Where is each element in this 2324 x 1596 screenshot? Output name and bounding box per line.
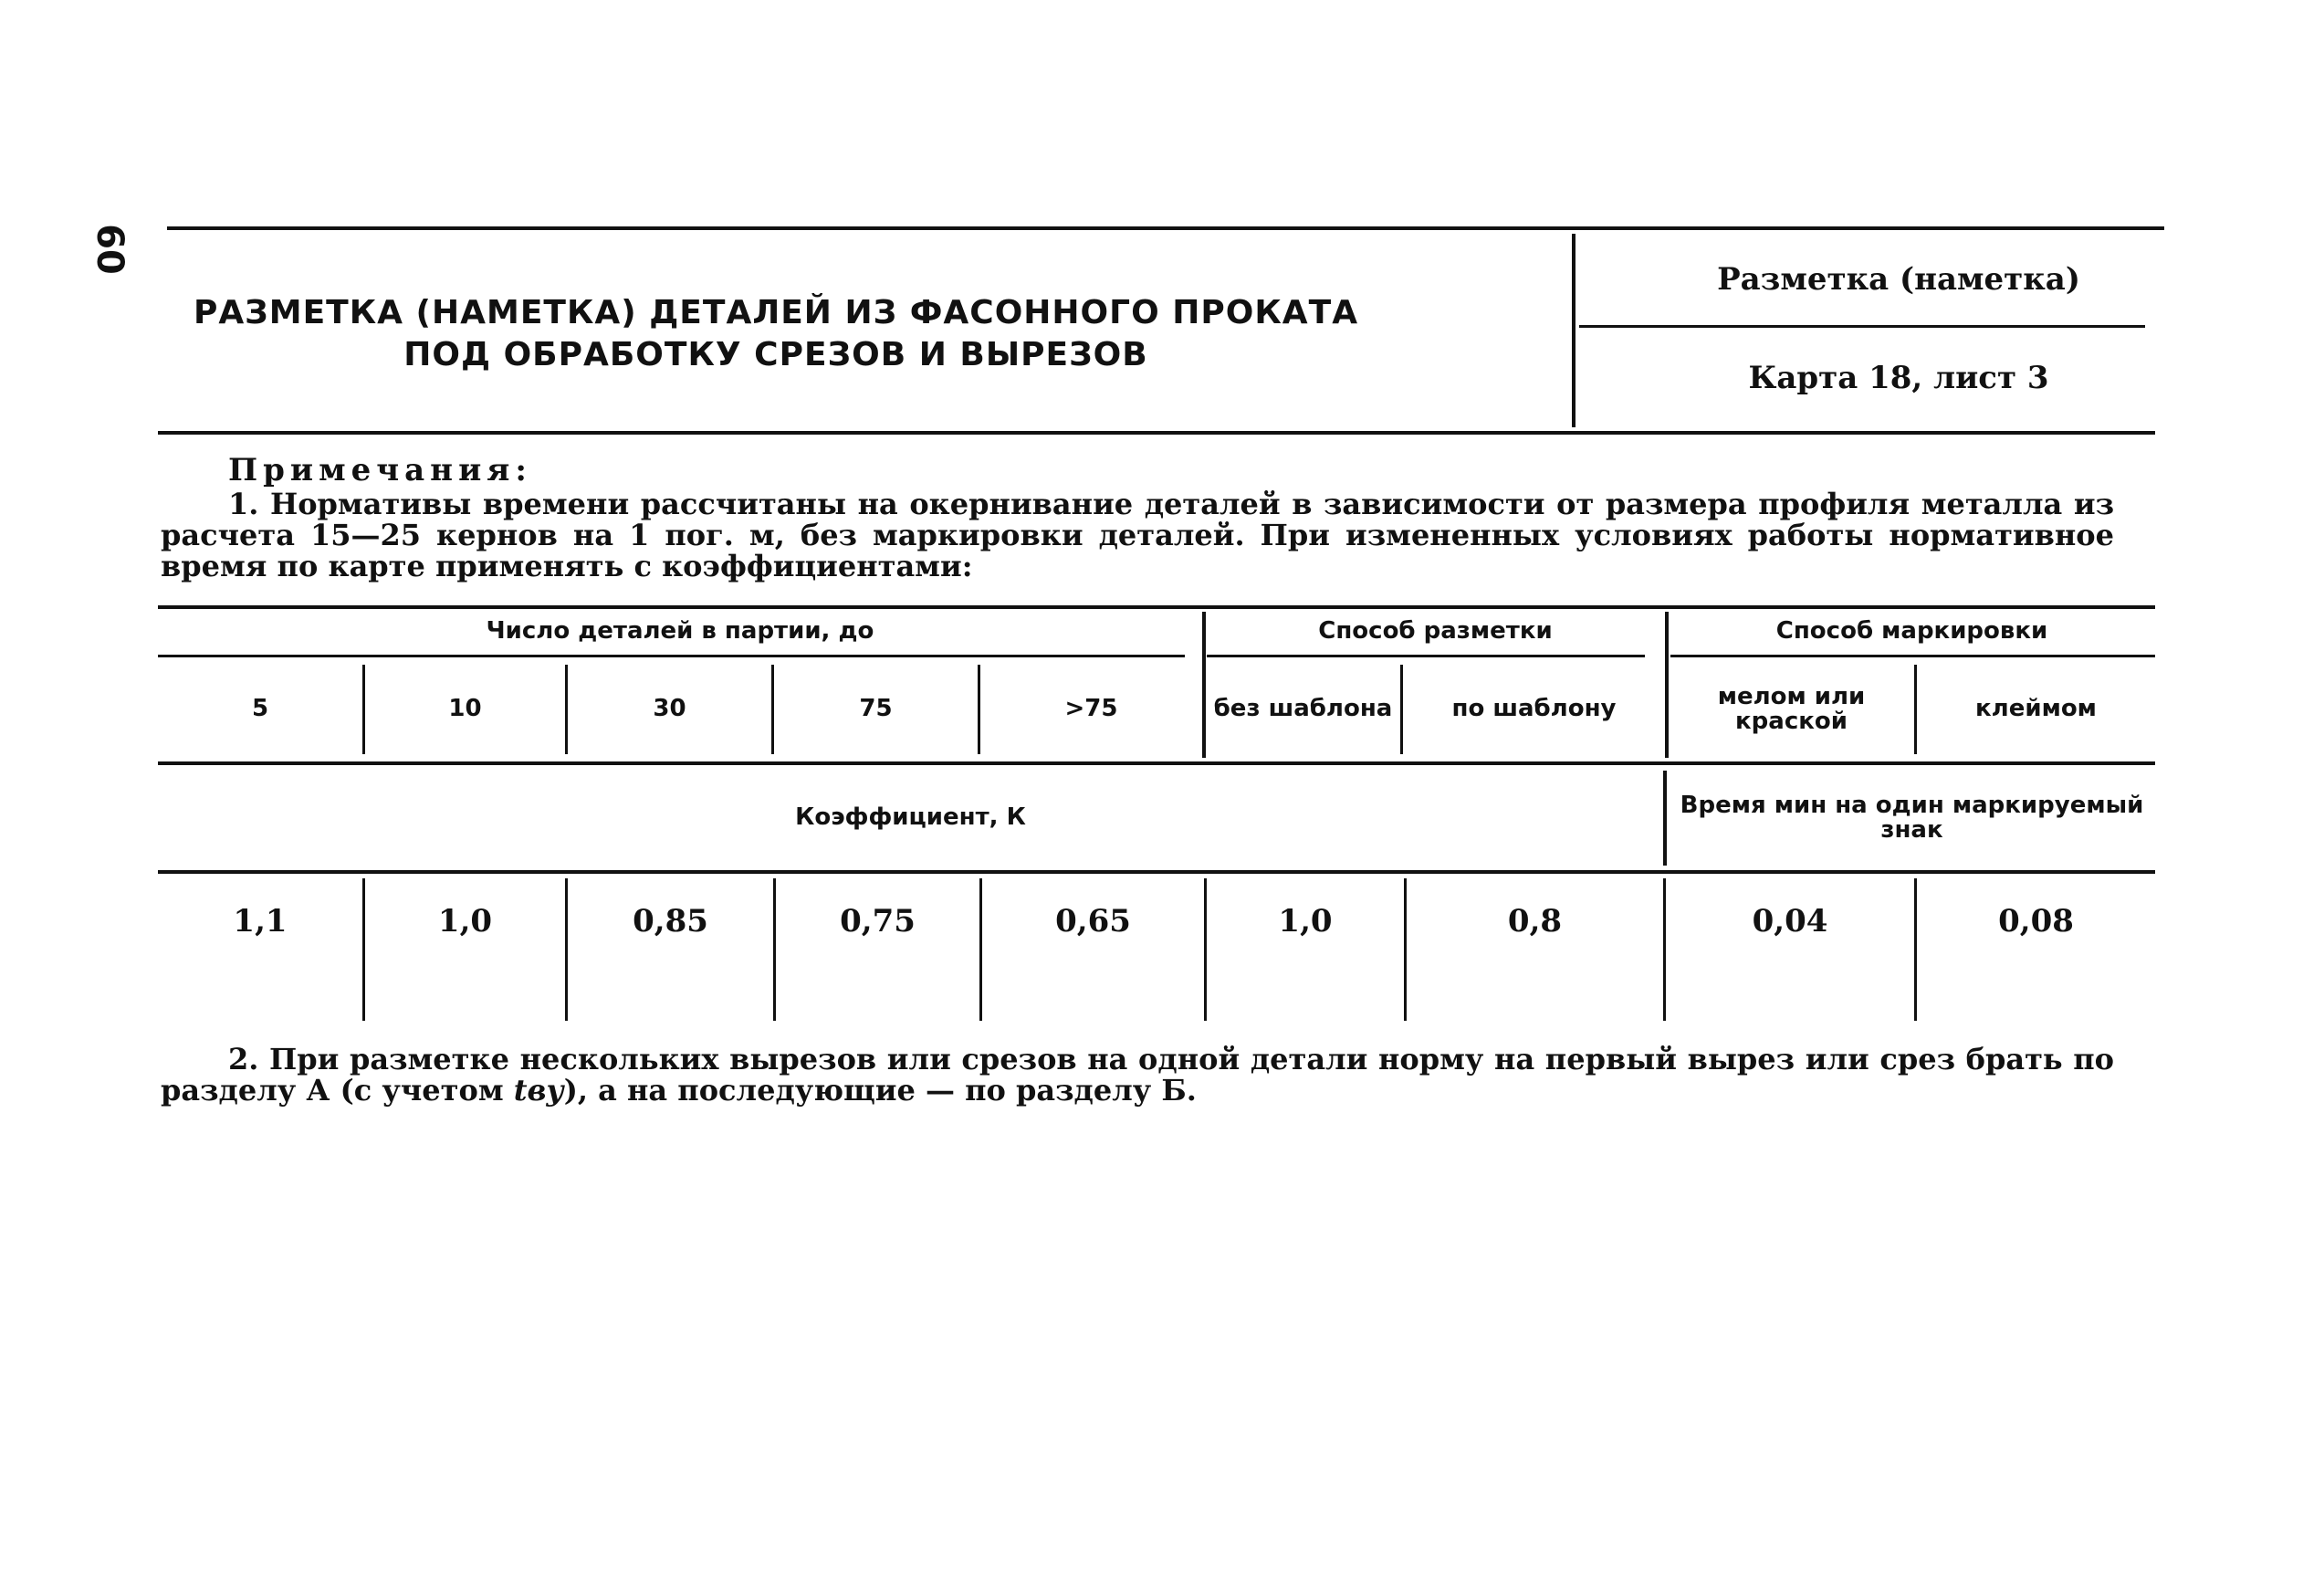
card-name: Разметка (наметка) bbox=[1717, 261, 2080, 298]
note-2-text-end: ), а на последующие — по разделу Б. bbox=[563, 1073, 1197, 1108]
note-2 bbox=[161, 1044, 2114, 1106]
table-value: 0,85 bbox=[633, 903, 708, 940]
note-1: 1. Нормативы времени рассчитаны на окернивание деталей в зависимости от размера профиля металла из расчета 15—25 кернов на 1 пог. м, без маркировки деталей. При измененных условиях работы нормативное время по карте применять с коэффициентами: bbox=[161, 487, 2114, 583]
card-divider-rule bbox=[1579, 325, 2145, 328]
table-value: 0,04 bbox=[1752, 903, 1828, 940]
table-value: 1,1 bbox=[233, 903, 288, 940]
marking-group-rule bbox=[1670, 655, 2155, 657]
column-header: >75 bbox=[1064, 695, 1118, 723]
table-value: 0,8 bbox=[1507, 903, 1563, 940]
page-title-line-2: ПОД ОБРАБОТКУ СРЕЗОВ И ВЫРЕЗОВ bbox=[403, 336, 1148, 373]
vrule-label bbox=[1663, 771, 1667, 866]
column-header: клеймом bbox=[1975, 695, 2097, 723]
subheader-rule bbox=[158, 761, 2155, 765]
column-header: без шаблона bbox=[1213, 695, 1393, 723]
table-top-rule bbox=[158, 605, 2155, 609]
header-labeling-method: Способ маркировки bbox=[1775, 617, 2048, 646]
table-value: 0,08 bbox=[1998, 903, 2074, 940]
column-header: мелом или краской bbox=[1717, 682, 1866, 735]
header-divider bbox=[1572, 234, 1576, 427]
page-title-line-1: РАЗМЕТКА (НАМЕТКА) ДЕТАЛЕЙ ИЗ ФАСОННОГО ПРОКАТА bbox=[193, 294, 1359, 331]
column-header: по шаблону bbox=[1451, 695, 1617, 723]
note-2-symbol: tву bbox=[513, 1073, 564, 1108]
batch-group-rule bbox=[158, 655, 1185, 657]
header-top-rule bbox=[167, 226, 2164, 230]
method-group-rule bbox=[1207, 655, 1645, 657]
notes-heading: Примечания: bbox=[228, 452, 532, 488]
page-number: 60 bbox=[88, 224, 131, 275]
column-header: 75 bbox=[859, 695, 893, 723]
card-sheet: Карта 18, лист 3 bbox=[1748, 360, 2049, 396]
coefficient-label: Коэффициент, К bbox=[795, 803, 1026, 832]
column-header: 5 bbox=[251, 695, 269, 723]
table-value: 1,0 bbox=[437, 903, 493, 940]
header-batch-size: Число деталей в партии, до bbox=[486, 617, 874, 646]
table-value: 1,0 bbox=[1278, 903, 1333, 940]
note-2-text-start: 2. При разметке нескольких вырезов или срезов на одной детали норму на первый вырез или срез брать по разделу А (с учетом bbox=[161, 1042, 2114, 1108]
label-rule bbox=[158, 870, 2155, 874]
table-value: 0,75 bbox=[840, 903, 916, 940]
column-header: 30 bbox=[653, 695, 686, 723]
table-value: 0,65 bbox=[1055, 903, 1131, 940]
column-header: 10 bbox=[448, 695, 482, 723]
header-marking-method: Способ разметки bbox=[1318, 617, 1553, 646]
header-bottom-rule bbox=[158, 431, 2155, 435]
time-per-mark-label: Время мин на один маркируемый знак bbox=[1680, 791, 2144, 844]
